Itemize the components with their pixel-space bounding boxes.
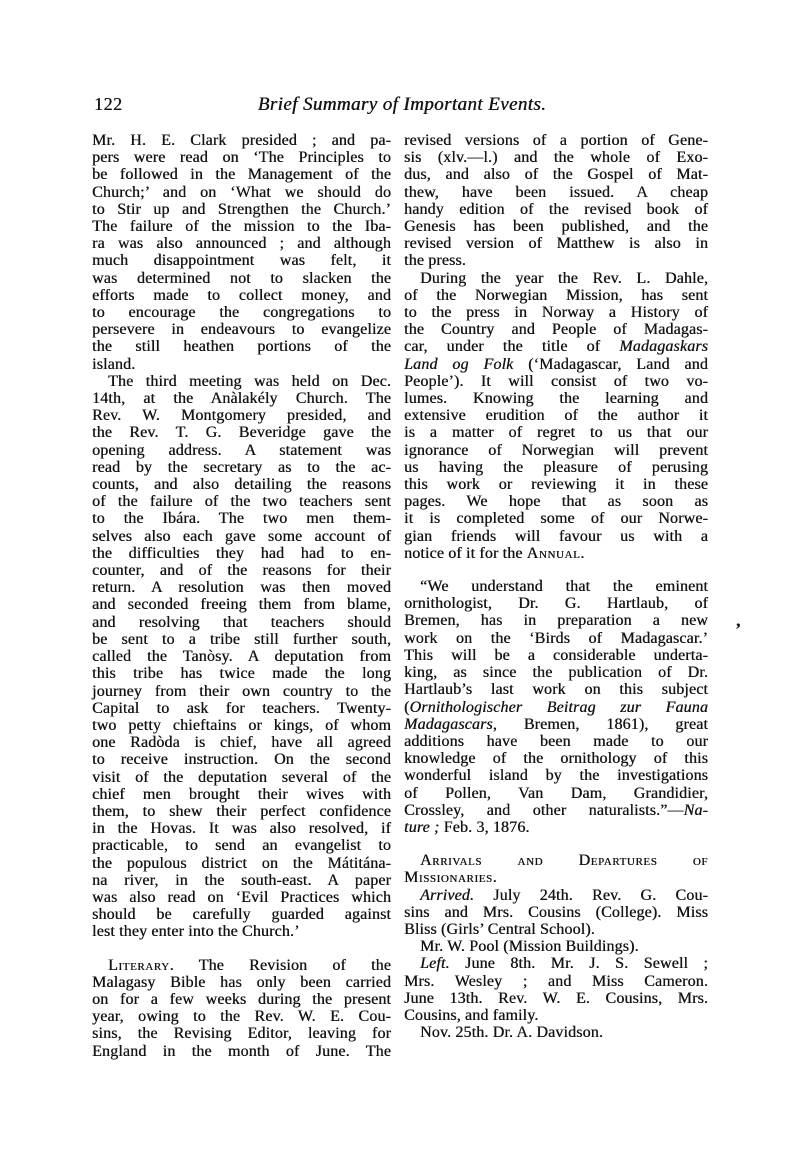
page-header — [92, 94, 712, 118]
text-line: revised versions of a portion of Gene- — [404, 132, 708, 149]
text-line: visit of the deputation several of the — [92, 768, 391, 786]
text-line: gian friends will favour us with a — [404, 527, 708, 545]
text-line: June 13th. Rev. W. E. Cousins, Mrs. — [404, 989, 708, 1007]
text-line: lumes. Knowing the learning and — [404, 390, 708, 408]
text-line: to Stir up and Strengthen the Church.’ — [92, 200, 391, 218]
text-line: counts, and also detailing the reasons — [92, 476, 391, 494]
text-line: na river, in the south-east. A paper — [92, 871, 391, 889]
text-line: ture ; Feb. 3, 1876. — [404, 818, 530, 836]
print-artifact: , — [736, 611, 741, 630]
text-line: Crossley, and other naturalists.”—Na- — [404, 801, 708, 819]
text-line: Church;’ and on ‘What we should do — [92, 183, 391, 201]
text-line: This will be a considerable underta- — [404, 646, 708, 664]
text-line: During the year the Rev. L. Dahle, — [420, 269, 708, 287]
text-line: England in the month of June. The — [92, 1042, 391, 1060]
text-line: Left. June 8th. Mr. J. S. Sewell ; — [420, 955, 708, 973]
text-line: Literary. The Revision of the — [108, 956, 391, 974]
text-line: ignorance of Norwegian will prevent — [404, 441, 708, 459]
text-line: Missionaries. — [404, 869, 497, 887]
text-line: to receive instruction. On the second — [92, 751, 391, 769]
text-line: island. — [92, 355, 136, 373]
text-line: ornithologist, Dr. G. Hartlaub, of — [404, 595, 708, 613]
text-line: return. A resolution was then moved — [92, 579, 391, 597]
text-line: journey from their own country to the — [92, 682, 391, 700]
text-line: to encourage the congregations to — [92, 304, 391, 322]
text-line: (Ornithologischer Beitrag zur Fauna — [404, 698, 708, 716]
text-line: be followed in the Management of the — [92, 166, 391, 184]
text-line: them, to shew their perfect confidence — [92, 802, 391, 820]
text-line: Mrs. Wesley ; and Miss Cameron. — [404, 972, 708, 990]
text-line: chief men brought their wives with — [92, 785, 391, 803]
text-line: thew, have been issued. A cheap — [404, 183, 708, 201]
running-title: Brief Summary of Important Events. — [257, 94, 547, 115]
text-line: revised version of Matthew is also in — [404, 235, 708, 253]
text-line: called the Tanòsy. A deputation from — [92, 648, 391, 666]
text-line: 14th, at the Anàlakély Church. The — [92, 390, 391, 408]
text-line: and resolving that teachers should — [92, 613, 391, 631]
text-line: us having the pleasure of perusing — [404, 458, 708, 476]
text-line: ra was also announced ; and although — [92, 235, 391, 253]
text-line: it is completed some of our Norwe- — [404, 510, 708, 528]
page-number: 122 — [94, 94, 123, 114]
text-line: Arrived. July 24th. Rev. G. Cou- — [420, 886, 708, 904]
text-line: in the Hovas. It was also resolved, if — [92, 820, 391, 838]
text-line: The third meeting was held on Dec. — [108, 372, 391, 390]
text-line: lest they enter into the Church.’ — [92, 923, 300, 941]
text-line: Land og Folk (‘Madagascar, Land and — [404, 355, 708, 373]
text-line: was determined not to slacken the — [92, 269, 391, 287]
text-line: of Pollen, Van Dam, Grandidier, — [404, 784, 708, 802]
text-line: extensive erudition of the author it — [404, 407, 708, 425]
text-line: wonderful island by the investigations — [404, 767, 708, 785]
text-line: Mr. H. E. Clark presided ; and pa- — [92, 132, 391, 149]
text-line: this tribe has twice made the long — [92, 665, 391, 683]
text-line: much disappointment was felt, it — [92, 252, 391, 270]
text-line: counter, and of the reasons for their — [92, 562, 391, 580]
text-line: notice of it for the Annual. — [404, 544, 585, 562]
text-line: opening address. A statement was — [92, 441, 391, 459]
text-line: additions have been made to our — [404, 732, 708, 750]
text-line: sins and Mrs. Cousins (College). Miss — [404, 903, 708, 921]
text-line: two petty chieftains or kings, of whom — [92, 716, 391, 734]
text-line: and seconded freeing them from blame, — [92, 596, 391, 614]
text-line: the Rev. T. G. Beveridge gave the — [92, 424, 391, 442]
text-line: People’). It will consist of two vo- — [404, 372, 708, 390]
text-line: persevere in endeavours to evangelize — [92, 321, 391, 339]
text-line: practicable, to send an evangelist to — [92, 837, 391, 855]
text-line: pages. We hope that as soon as — [404, 493, 708, 511]
text-line: selves also each gave some account of — [92, 527, 391, 545]
text-line: Madagascars, Bremen, 1861), great — [404, 715, 708, 733]
text-line: Cousins, and family. — [404, 1006, 539, 1024]
text-line: knowledge of the ornithology of this — [404, 750, 708, 768]
text-line: Mr. W. Pool (Mission Buildings). — [420, 938, 639, 956]
text-line: of the Norwegian Mission, has sent — [404, 286, 708, 304]
text-line: work on the ‘Birds of Madagascar.’ — [404, 629, 708, 647]
text-line: is a matter of regret to us that our — [404, 424, 708, 442]
text-line: sis (xlv.—l.) and the whole of Exo- — [404, 149, 708, 167]
text-line: king, as since the publication of Dr. — [404, 664, 708, 682]
text-line: pers were read on ‘The Principles to — [92, 149, 391, 167]
text-line: dus, and also of the Gospel of Mat- — [404, 166, 708, 184]
text-line: Malagasy Bible has only been carried — [92, 973, 391, 991]
text-line: efforts made to collect money, and — [92, 286, 391, 304]
text-line: Bremen, has in preparation a new — [404, 612, 708, 630]
text-line: this work or reviewing it in these — [404, 476, 708, 494]
text-line: of the failure of the two teachers sent — [92, 493, 391, 511]
text-line: Genesis has been published, and the — [404, 218, 708, 236]
text-line: handy edition of the revised book of — [404, 200, 708, 218]
text-line: Arrivals and Departures of — [420, 852, 708, 870]
text-line: the still heathen portions of the — [92, 338, 391, 356]
text-line: the populous district on the Mátitána- — [92, 854, 391, 872]
text-line: on for a few weeks during the present — [92, 990, 391, 1008]
text-line: Nov. 25th. Dr. A. Davidson. — [420, 1024, 604, 1042]
text-line: Bliss (Girls’ Central School). — [404, 920, 595, 938]
text-line: the difficulties they had had to en- — [92, 544, 391, 562]
text-line: to the Ibára. The two men them- — [92, 510, 391, 528]
text-line: “We understand that the eminent — [420, 578, 708, 596]
text-line: should be carefully guarded against — [92, 906, 391, 924]
text-line: one Radòda is chief, have all agreed — [92, 734, 391, 752]
text-line: be sent to a tribe still further south, — [92, 630, 391, 648]
text-line: read by the secretary as to the ac- — [92, 458, 391, 476]
text-line: car, under the title of Madagaskars — [404, 338, 708, 356]
text-line: to the press in Norway a History of — [404, 304, 708, 322]
text-line: year, owing to the Rev. W. E. Cou- — [92, 1008, 391, 1026]
text-line: the Country and People of Madagas- — [404, 321, 708, 339]
text-line: Rev. W. Montgomery presided, and — [92, 407, 391, 425]
text-line: Hartlaub’s last work on this subject — [404, 681, 708, 699]
text-line: Capital to ask for teachers. Twenty- — [92, 699, 391, 717]
text-line: sins, the Revising Editor, leaving for — [92, 1025, 391, 1043]
left-column — [92, 132, 391, 1060]
text-line: The failure of the mission to the Iba- — [92, 218, 391, 236]
text-line: the press. — [404, 252, 466, 270]
right-column — [404, 132, 708, 1041]
text-line: was also read on ‘Evil Practices which — [92, 888, 391, 906]
